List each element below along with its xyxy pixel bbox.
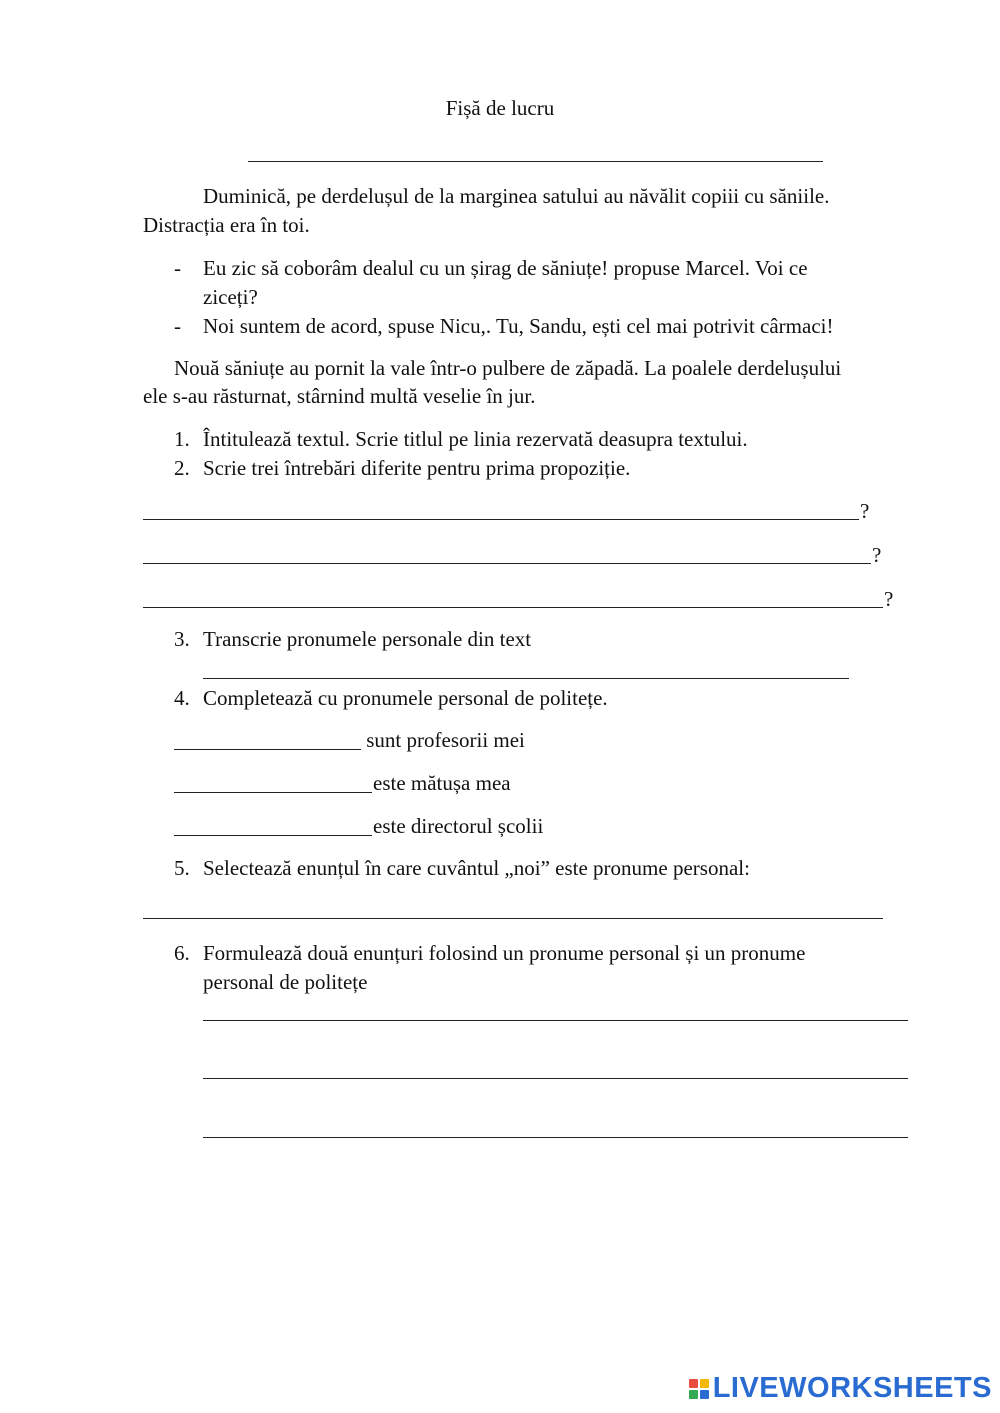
question-mark: ?	[872, 543, 882, 567]
task-number: 3.	[174, 627, 190, 651]
question-answer-line[interactable]	[143, 519, 859, 520]
task-number: 1.	[174, 427, 190, 451]
paragraph-2-line-1: Nouă săniuțe au pornit la vale într-o pulbere de zăpadă. La poalele derdelușului	[174, 356, 842, 380]
sentence-answer-line[interactable]	[203, 1020, 908, 1021]
question-mark: ?	[860, 499, 870, 523]
task-2-text: Scrie trei întrebări diferite pentru prima propoziție.	[203, 456, 631, 480]
task-number: 5.	[174, 856, 190, 880]
sentence-answer-line[interactable]	[203, 1078, 908, 1079]
page-title: Fișă de lucru	[445, 96, 555, 120]
dialogue-line: Eu zic să coborâm dealul cu un șirag de săniuțe! propuse Marcel. Voi ce	[203, 256, 808, 280]
dialogue-line: ziceți?	[203, 285, 258, 309]
task-6-text-continued: personal de politețe	[203, 970, 368, 994]
sentence-answer-line[interactable]	[203, 1137, 908, 1138]
dialogue-dash: -	[174, 256, 181, 280]
paragraph-2-line-2: ele s-au răsturnat, stârnind multă veselie în jur.	[143, 384, 536, 408]
task-1-text: Întitulează textul. Scrie titlul pe linia rezervată deasupra textului.	[203, 427, 748, 451]
task-6-text: Formulează două enunțuri folosind un pronume personal și un pronume	[203, 941, 806, 965]
question-answer-line[interactable]	[143, 607, 883, 608]
fill-item-text: sunt profesorii mei	[361, 728, 525, 752]
task-3-text: Transcrie pronumele personale din text	[203, 627, 532, 651]
logo-text: LIVEWORKSHEETS	[712, 1372, 992, 1404]
pronouns-answer-line[interactable]	[203, 678, 849, 679]
dialogue-line: Noi suntem de acord, spuse Nicu,. Tu, Sandu, ești cel mai potrivit cârmaci!	[203, 314, 834, 338]
liveworksheets-logo	[689, 1374, 992, 1403]
fill-item-text: este mătușa mea	[373, 771, 511, 795]
fill-item-text: este directorul școlii	[373, 814, 544, 838]
fill-blank-line[interactable]	[174, 835, 372, 836]
task-number: 4.	[174, 686, 190, 710]
task-number: 6.	[174, 941, 190, 965]
task-5-text: Selectează enunțul în care cuvântul „noi” este pronume personal:	[203, 856, 750, 880]
dialogue-dash: -	[174, 314, 181, 338]
question-mark: ?	[884, 587, 894, 611]
task-number: 2.	[174, 456, 190, 480]
sentence-answer-line[interactable]	[143, 918, 883, 919]
paragraph-1-line-2: Distracția era în toi.	[143, 213, 310, 237]
paragraph-1-line-1: Duminică, pe derdelușul de la marginea satului au năvălit copiii cu săniile.	[203, 184, 830, 208]
fill-blank-line[interactable]	[174, 792, 372, 793]
title-answer-line[interactable]	[248, 161, 823, 162]
fill-blank-line[interactable]	[174, 749, 361, 750]
task-4-text: Completează cu pronumele personal de politețe.	[203, 686, 608, 710]
question-answer-line[interactable]	[143, 563, 871, 564]
logo-grid-icon	[689, 1379, 709, 1399]
